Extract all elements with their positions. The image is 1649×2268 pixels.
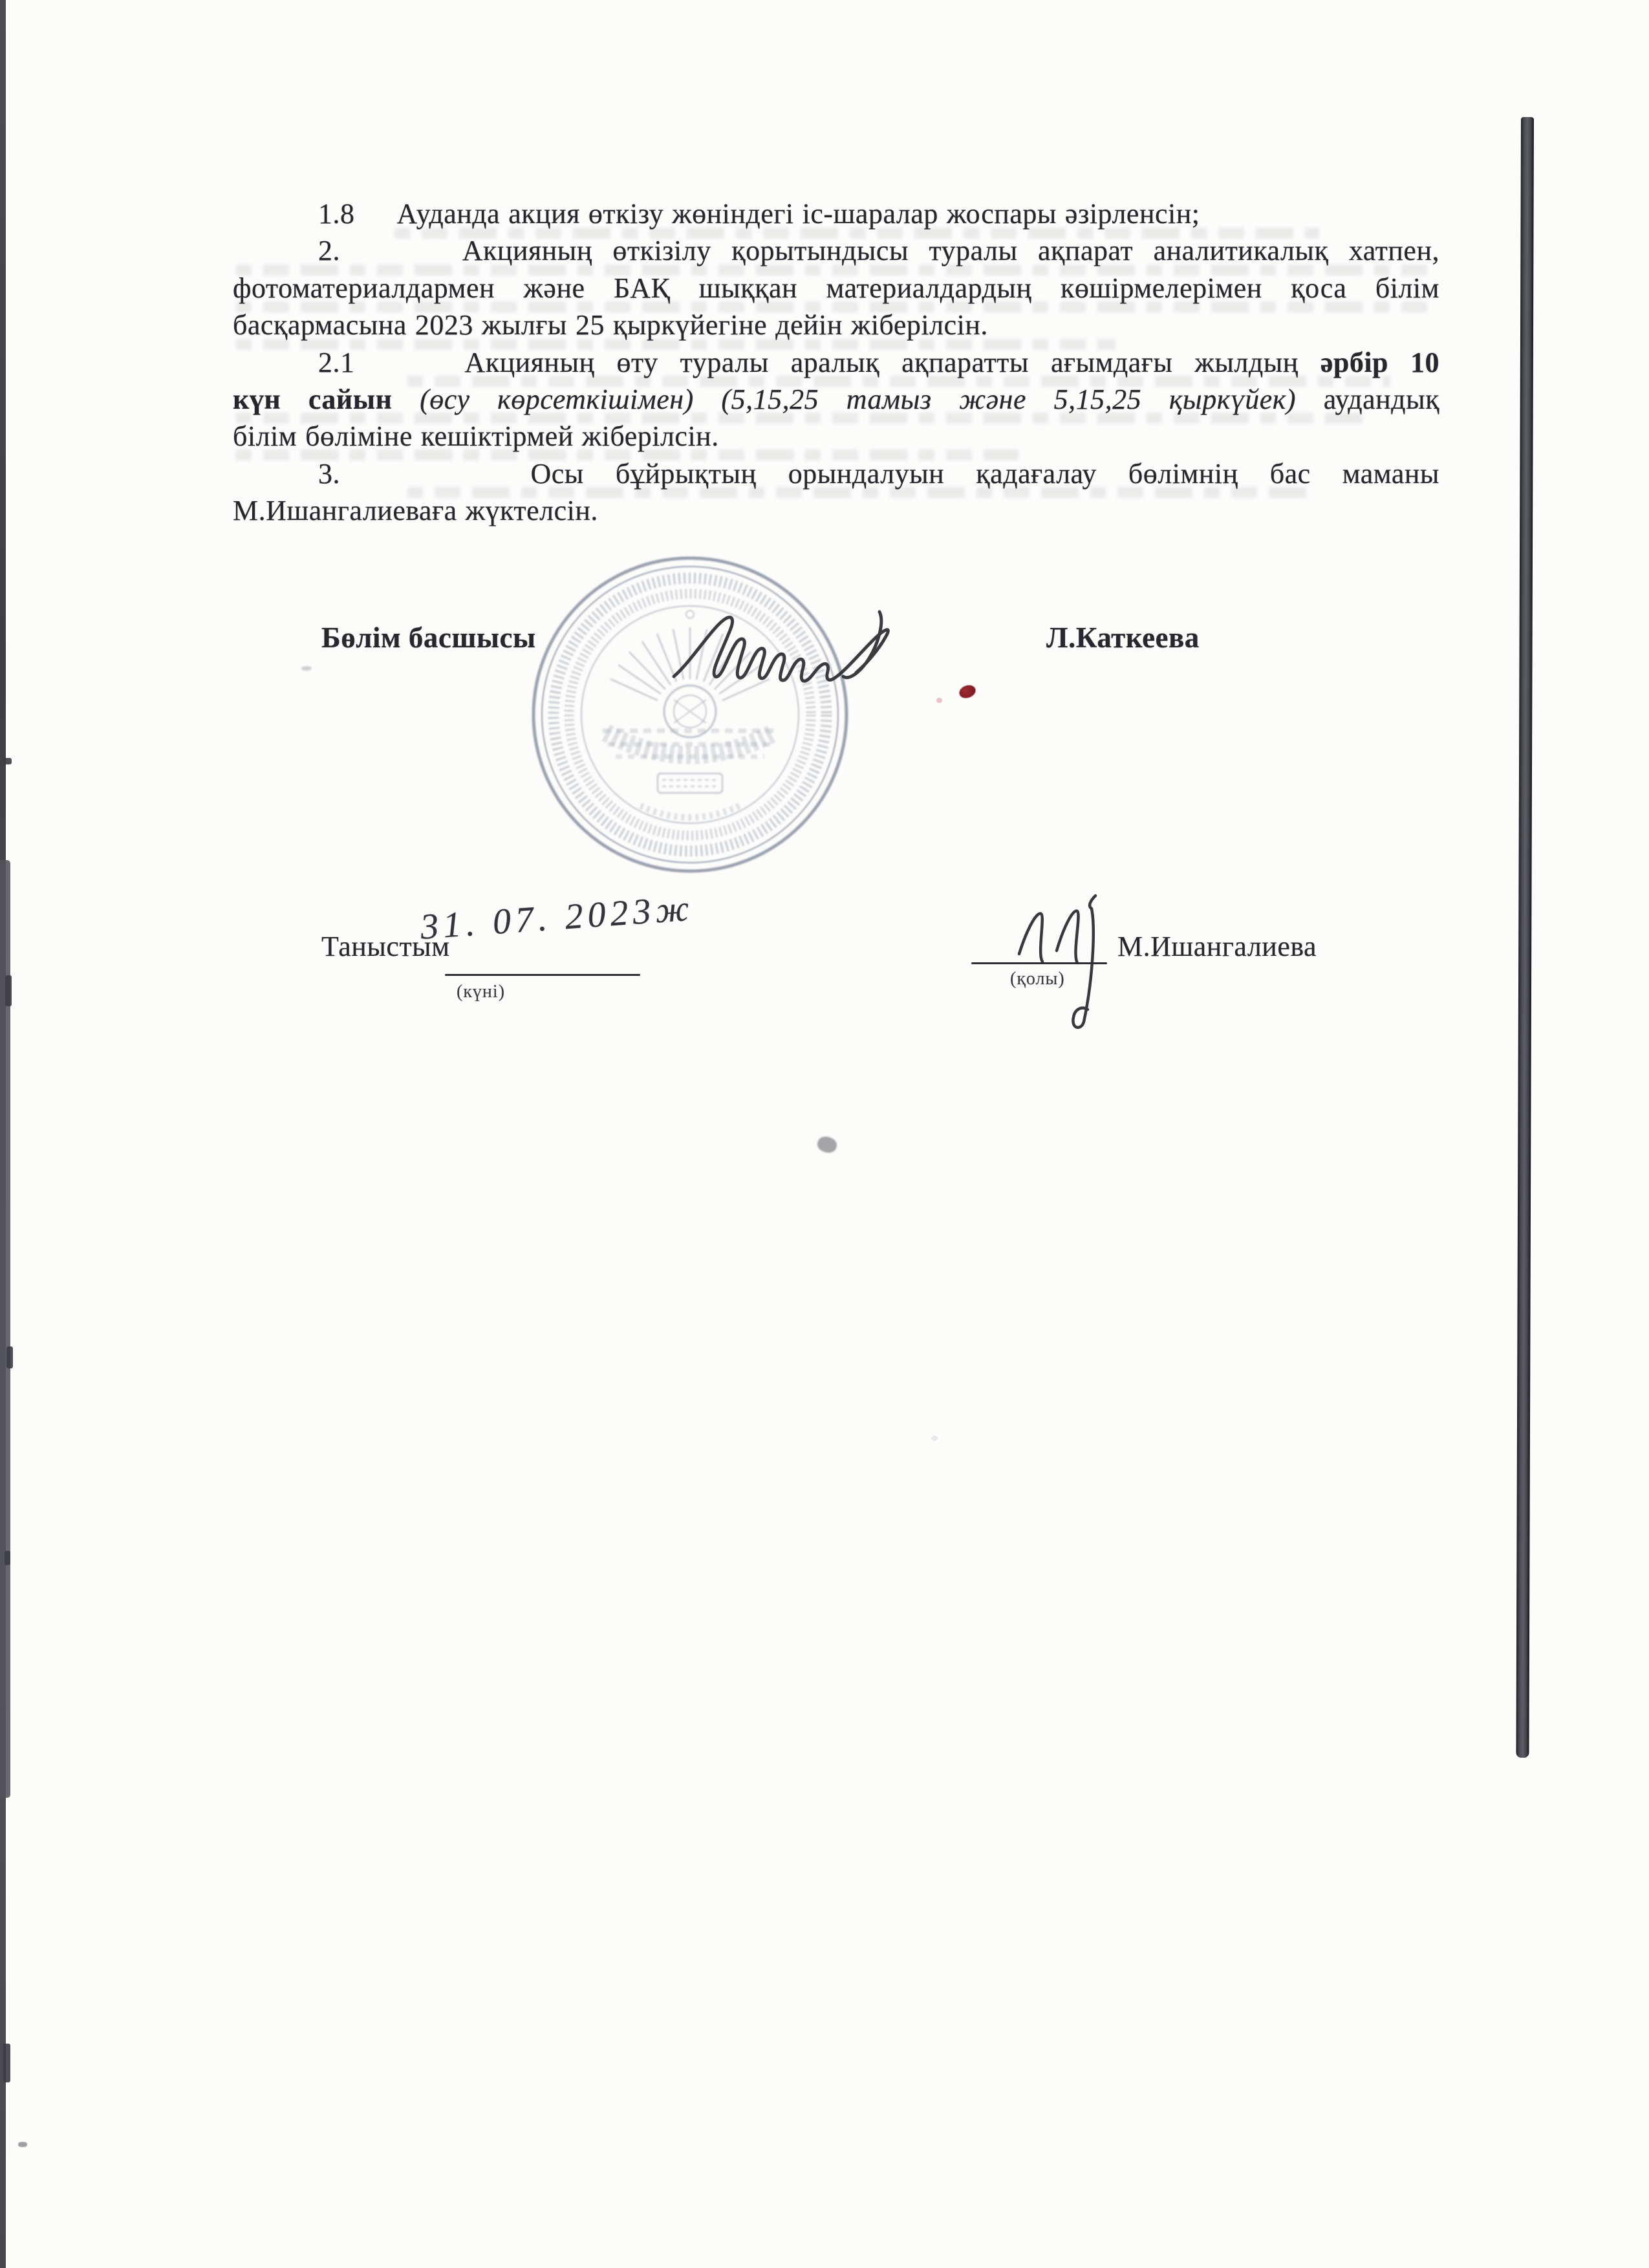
body-text-segment: Осы бұйрықтың орындалуын қадағалау бөлімнің бас маманы (530, 457, 1439, 490)
body-text-segment: Акцияның өткізілу қорытындысы туралы ақпарат аналитикалық хатпен, (462, 235, 1439, 267)
paper-speck (931, 1436, 938, 1441)
date-caption: (күні) (457, 982, 506, 1002)
body-text-segment: 2.1 (318, 346, 355, 378)
scan-artifact-bar (1516, 117, 1534, 1758)
body-line (233, 418, 1439, 455)
scan-edge-mark (5, 975, 12, 1006)
approver-position-label: Бөлім басшысы (321, 621, 536, 654)
body-text-segment: Ауданда акция өткізу жөніндегі іс-шаралар жоспары әзірленсін; (396, 198, 1200, 230)
body-line (233, 492, 1439, 529)
scan-edge-mark (4, 758, 12, 764)
body-text-segment: Акцияның өту туралы аралық ақпаратты ағымдағы жылдың (464, 346, 1320, 378)
signature-caption: (қолы) (1010, 969, 1065, 989)
body-text-segment: М.Ишангалиеваға жүктелсін. (233, 495, 598, 527)
body-text-segment (340, 235, 462, 266)
head-signature-icon (665, 600, 898, 691)
body-text-segment (355, 198, 397, 230)
body-text-segment (355, 347, 465, 378)
red-ink-speck (936, 698, 942, 703)
body-text-segment: басқармасына 2023 жылғы 25 қыркүйегіне дейін жіберілсін. (233, 309, 988, 341)
body-line (233, 344, 1439, 381)
body-text-segment: аудандық (1296, 383, 1440, 416)
scan-edge-mark (6, 1346, 13, 1368)
body-text (233, 195, 1439, 530)
paper-speck (301, 666, 312, 671)
body-text-segment: 2. (318, 235, 340, 267)
body-text-segment (340, 458, 530, 490)
body-line (233, 270, 1439, 307)
gray-smudge (815, 1135, 838, 1155)
approver-name: Л.Каткеева (1046, 621, 1200, 654)
red-ink-mark (958, 683, 978, 700)
acknowledger-name: М.Ишангалиева (1117, 931, 1317, 962)
paper-speck (18, 2142, 27, 2147)
handwritten-date: 31. 07. 2023ж (419, 888, 695, 947)
body-line (233, 307, 1439, 343)
acknowledgement-label: Таныстым (321, 931, 450, 962)
body-text-segment: білім бөліміне кешіктірмей жіберілсін. (233, 420, 719, 453)
body-line (233, 195, 1439, 232)
signature-underline (971, 962, 1107, 964)
scan-edge-mark (5, 1551, 10, 1565)
body-line (233, 381, 1439, 418)
official-seal-icon (525, 550, 855, 880)
body-text-segment: әрбір 10 (1320, 346, 1440, 378)
body-line (233, 455, 1439, 492)
body-text-segment: 3. (318, 457, 340, 490)
body-text-segment: 1.8 (318, 198, 355, 230)
body-line (233, 232, 1439, 269)
body-text-segment: фотоматериалдармен және БАҚ шыққан материалдардың көшірмелерімен қоса білім (233, 272, 1439, 304)
scan-edge-mark (3, 2044, 10, 2082)
date-underline (445, 974, 640, 976)
body-text-segment: (өсу көрсеткішімен) (5,15,25 тамыз және 5,15,25 қыркүйек) (420, 383, 1297, 416)
body-text-segment: күн сайын (233, 383, 420, 416)
